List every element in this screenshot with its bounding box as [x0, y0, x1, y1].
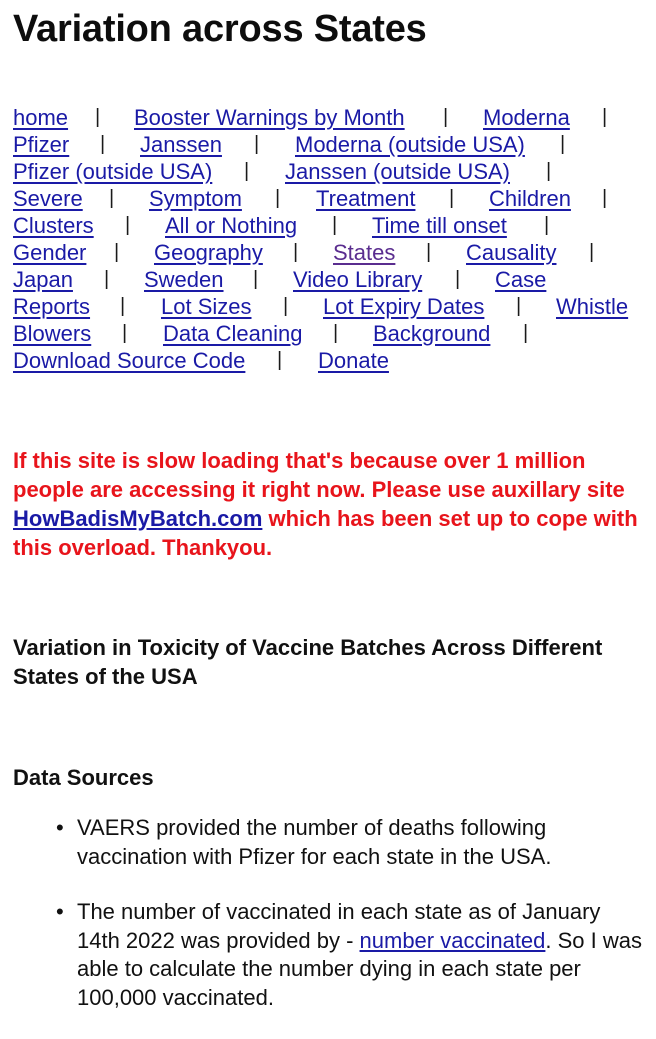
nav-link-pfizer-outside-usa[interactable]: Pfizer (outside USA) — [13, 159, 213, 184]
nav-link-janssen[interactable]: Janssen — [140, 132, 222, 157]
data-source-text-end: . So I was able to calculate the number dying in each state per 100,000 vaccinated. — [77, 927, 642, 1010]
nav-separator: | — [277, 349, 283, 371]
nav-link-symptom[interactable]: Symptom — [149, 186, 242, 211]
nav-link-children[interactable]: Children — [489, 186, 571, 211]
nav-link-treatment[interactable]: Treatment — [316, 186, 416, 211]
nav-separator: | — [253, 268, 259, 290]
nav-separator: | — [544, 214, 550, 236]
data-sources-list — [13, 814, 643, 1039]
load-warning-text: If this site is slow loading that's because over 1 million people are accessing it right now. Please use auxillary site — [13, 448, 625, 502]
nav-separator: | — [254, 133, 260, 155]
nav-link-background[interactable]: Background — [373, 321, 491, 346]
nav-link-data-cleaning[interactable]: Data Cleaning — [163, 321, 303, 346]
nav-separator: | — [95, 106, 101, 128]
nav-row — [13, 212, 653, 239]
nav-separator: | — [589, 241, 595, 263]
nav-separator: | — [332, 214, 338, 236]
nav-link-whistle-blowers[interactable]: Blowers — [13, 321, 92, 346]
nav-row — [13, 320, 653, 347]
nav-separator: | — [602, 187, 608, 209]
nav-link-all-or-nothing[interactable]: All or Nothing — [165, 213, 298, 238]
nav-link-moderna-outside-usa[interactable]: Moderna (outside USA) — [295, 132, 525, 157]
page-title: Variation across States — [13, 8, 427, 50]
nav-separator: | — [114, 241, 120, 263]
data-sources-heading: Data Sources — [13, 765, 154, 790]
nav-separator: | — [449, 187, 455, 209]
nav-row — [13, 131, 653, 158]
nav-row — [13, 347, 653, 374]
nav-link-moderna[interactable]: Moderna — [483, 105, 570, 130]
nav-separator: | — [120, 295, 126, 317]
nav-link-lot-expiry-dates[interactable]: Lot Expiry Dates — [323, 294, 485, 319]
nav-separator: | — [523, 322, 529, 344]
nav-link-severe[interactable]: Severe — [13, 186, 83, 211]
nav-link-gender[interactable]: Gender — [13, 240, 87, 265]
nav-link-donate[interactable]: Donate — [318, 348, 389, 373]
auxiliary-site-link[interactable]: HowBadisMyBatch.com — [13, 506, 263, 531]
nav-separator: | — [104, 268, 110, 290]
nav-row — [13, 239, 653, 266]
nav-row — [13, 293, 653, 320]
nav-link-time-till-onset[interactable]: Time till onset — [372, 213, 507, 238]
nav-separator: | — [275, 187, 281, 209]
nav-separator: | — [516, 295, 522, 317]
bullet-icon: • — [56, 815, 64, 840]
nav-separator: | — [293, 241, 299, 263]
nav-link-sweden[interactable]: Sweden — [144, 267, 224, 292]
section-heading: Variation in Toxicity of Vaccine Batches Across Different States of the USA — [13, 635, 603, 689]
nav-separator: | — [333, 322, 339, 344]
nav-separator: | — [602, 106, 608, 128]
nav-row — [13, 104, 653, 131]
nav-separator: | — [426, 241, 432, 263]
bullet-icon: • — [56, 899, 64, 924]
data-source-text: The number of vaccinated in each state as of January 14th 2022 was provided by - — [77, 899, 601, 953]
nav-separator: | — [283, 295, 289, 317]
data-source-text: VAERS provided the number of deaths following vaccination with Pfizer for each state in the USA. — [77, 815, 552, 869]
nav-link-japan[interactable]: Japan — [13, 267, 73, 292]
nav-separator: | — [443, 106, 449, 128]
nav-link-whistle-blowers[interactable]: Whistle — [556, 294, 629, 319]
nav-separator: | — [455, 268, 461, 290]
nav-link-janssen-outside-usa[interactable]: Janssen (outside USA) — [285, 159, 510, 184]
nav-link-case-reports[interactable]: Reports — [13, 294, 91, 319]
number-vaccinated-link[interactable]: number vaccinated — [359, 927, 546, 953]
nav-link-pfizer[interactable]: Pfizer — [13, 132, 70, 157]
nav-row — [13, 185, 653, 212]
nav-separator: | — [244, 160, 250, 182]
nav-link-lot-sizes[interactable]: Lot Sizes — [161, 294, 252, 319]
nav-separator: | — [125, 214, 131, 236]
load-warning-text-end: which has been set up to cope with this overload. Thankyou. — [13, 506, 638, 560]
list-item — [13, 814, 643, 871]
nav-link-home[interactable]: home — [13, 105, 69, 130]
nav-row — [13, 266, 653, 293]
nav-link-video-library[interactable]: Video Library — [293, 267, 423, 292]
nav-link-causality[interactable]: Causality — [466, 240, 557, 265]
nav-link-booster-warnings-by-month[interactable]: Booster Warnings by Month — [134, 105, 405, 130]
nav-row — [13, 158, 653, 185]
nav-link-geography[interactable]: Geography — [154, 240, 263, 265]
nav-separator: | — [109, 187, 115, 209]
nav-separator: | — [122, 322, 128, 344]
nav-separator: | — [560, 133, 566, 155]
nav-link-states[interactable]: States — [333, 240, 396, 265]
nav-link-download-source-code[interactable]: Download Source Code — [13, 348, 246, 373]
load-warning — [13, 446, 643, 562]
list-item — [13, 898, 643, 1012]
nav-link-clusters[interactable]: Clusters — [13, 213, 94, 238]
nav-separator: | — [546, 160, 552, 182]
nav-separator: | — [100, 133, 106, 155]
nav-link-case-reports[interactable]: Case — [495, 267, 547, 292]
